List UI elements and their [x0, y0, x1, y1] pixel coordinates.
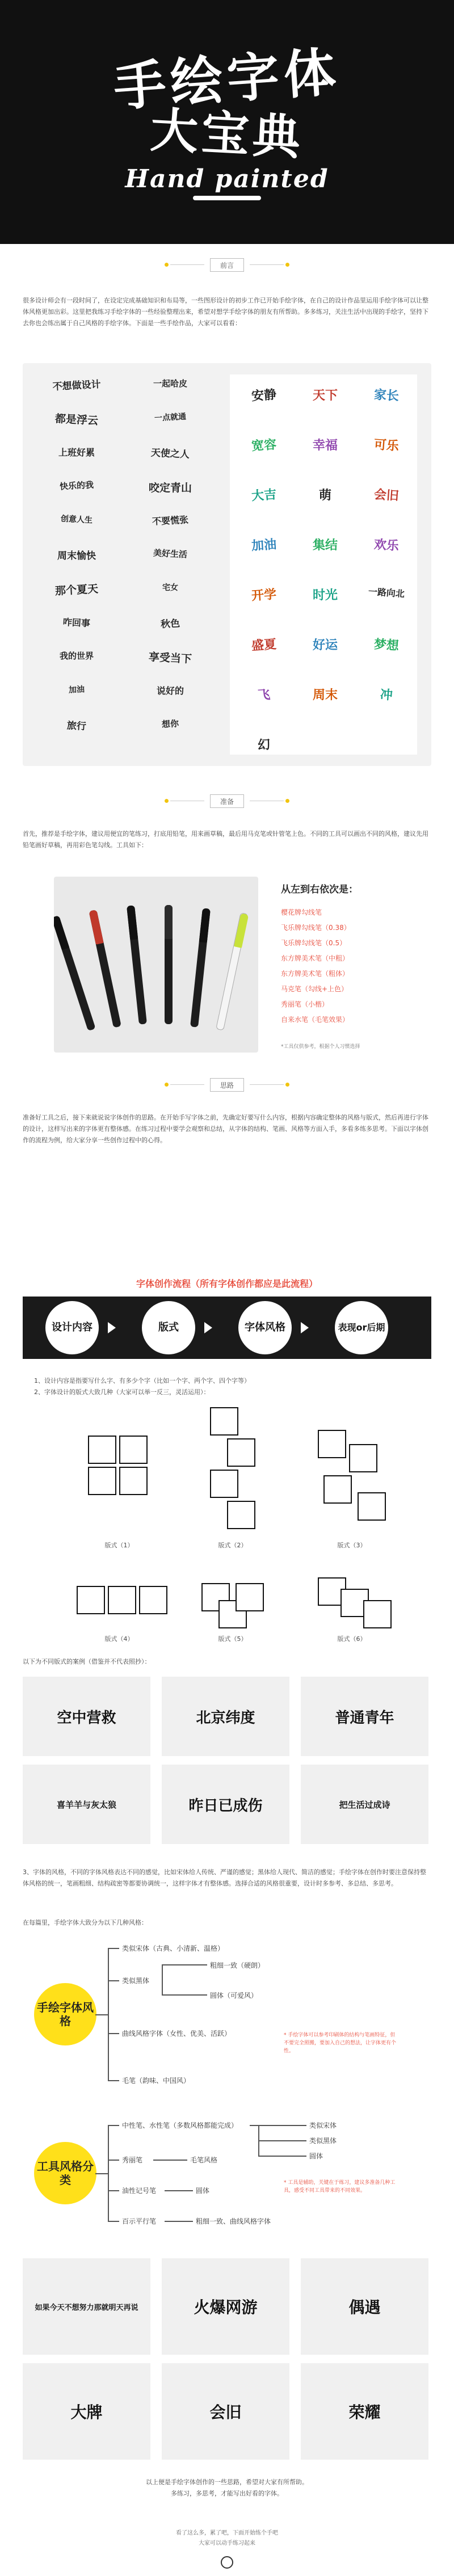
examples-label: 以下为不同版式的案例（借鉴并不代表照抄）： [23, 1658, 151, 1665]
tool-list-item: 东方牌美术笔（粗体） [281, 970, 350, 978]
mindmap-item: 百示平行笔 [122, 2217, 157, 2225]
sample-lettering: 宽容 [251, 437, 277, 454]
divider [170, 264, 204, 265]
example-lettering: 喜羊羊与灰太狼 [56, 1799, 116, 1810]
sample-lettering: 大吉 [251, 487, 277, 504]
sample-lettering: 梦想 [373, 637, 400, 654]
mindmap-item: 毛笔（韵味、中国风） [122, 2077, 191, 2085]
sample-lettering: 美好生活 [153, 548, 188, 560]
bottom-card [162, 2363, 289, 2460]
step-2-text: 2、字体设计的版式大致几种（大家可以举一反三，灵活运用）： [34, 1388, 210, 1396]
bottom-lettering: 大牌 [70, 2403, 103, 2422]
tool-list-item: 飞乐牌勾线笔（0.38） [281, 924, 351, 932]
example-lettering: 北京纬度 [196, 1709, 255, 1727]
layout-caption: 版式（6） [337, 1635, 367, 1643]
sample-lettering: 会旧 [373, 487, 400, 504]
divider [250, 264, 284, 265]
sample-lettering: 可乐 [373, 437, 400, 454]
mindmap-mid-item: 毛笔风格 [190, 2156, 218, 2164]
dot-icon [165, 799, 169, 803]
sample-lettering: 都是浮云 [54, 413, 99, 427]
bottom-lettering: 荣耀 [348, 2403, 381, 2422]
sample-lettering: 周末 [312, 688, 338, 702]
sample-lettering: 冲 [379, 687, 393, 703]
example-lettering: 普通青年 [335, 1709, 394, 1727]
process-step-circle: 设计内容 [45, 1301, 99, 1354]
sample-lettering: 时光 [312, 588, 338, 603]
mindmap-sub-item: 粗细一致（硬朗） [210, 1962, 265, 1969]
sample-lettering: 旅行 [66, 720, 87, 733]
sample-lettering: 一点就通 [154, 412, 187, 423]
example-card [23, 1765, 150, 1844]
section-label: 准备 [210, 794, 244, 808]
sample-lettering: 安静 [251, 387, 277, 404]
tool-list-item: 樱花牌勾线笔 [281, 908, 322, 916]
mindmap-item: 中性笔、水性笔（多数风格都能完成） [122, 2122, 238, 2129]
footer-line: 以上便是手绘字体创作的一些思路，希望对大家有所帮助。 [146, 2478, 308, 2486]
sample-lettering: 飞 [257, 687, 271, 703]
sample-lettering: 秋色 [160, 618, 180, 630]
bottom-lettering: 火爆网游 [194, 2298, 258, 2317]
mindmap-right-item: 类似宋体 [309, 2122, 337, 2129]
dot-icon [285, 1083, 289, 1087]
dot-icon [285, 799, 289, 803]
mindmap-center: 工具风格分类 [34, 2142, 96, 2204]
tools-photo [54, 877, 258, 1053]
example-card [301, 1765, 428, 1844]
section-label: 前言 [210, 258, 244, 272]
mindmap-item: 类似宋体（古典、小清新、温格） [122, 1944, 225, 1952]
section-header-intro [0, 258, 454, 272]
sample-lettering: 享受当下 [148, 651, 192, 666]
sample-lettering: 一路向北 [368, 586, 405, 600]
sample-lettering: 周末愉快 [57, 550, 96, 562]
tools-list [281, 905, 428, 1028]
pen-image [54, 915, 96, 1031]
hero-title-line1: 手绘字体 [111, 41, 343, 118]
sample-lettering: 好运 [312, 638, 338, 653]
layout-caption: 版式（3） [337, 1542, 367, 1549]
bottom-lettering: 偶遇 [348, 2298, 381, 2317]
sample-lettering: 幻 [257, 737, 271, 753]
bottom-lettering: 如果今天不想努力那就明天再说 [35, 2303, 138, 2312]
layout-caption: 版式（2） [218, 1542, 247, 1549]
intro-paragraph: 很多设计师会有一段时间了，在设定完成基础知识和布局等，一些图形设计的初步工作已开始手绘字体，在自己的设计作品里运用手绘字体可以让整体风格更加出彩。这里把我练习手绘字体的一些经验整理出来，希望对想学手绘字体的朋友有所帮助。多多练习，关注生活中出现的手绘字，坚持下去你也会练出属于自己风格的手绘字体。下面是一些手绘作品，大家可以看看： [23, 297, 428, 327]
sample-lettering: 咬定青山 [148, 482, 192, 494]
pen-image [190, 908, 211, 1027]
tool-list-item: 飞乐牌勾线笔（0.5） [281, 939, 347, 947]
smile-icon [221, 2556, 233, 2569]
section-header-practice [0, 1078, 454, 1092]
sample-lettering: 天下 [312, 388, 338, 403]
bottom-card [301, 2258, 428, 2355]
mindmap-mid-item: 圆体 [196, 2187, 210, 2195]
tool-list-item: 秀丽笔（小楷） [281, 1000, 329, 1008]
sample-lettering: 想你 [161, 718, 179, 730]
sample-lettering: 上班好累 [58, 447, 95, 458]
sample-lettering: 天使之人 [150, 447, 190, 461]
tool-list-item: 自来水笔（毛笔效果） [281, 1016, 350, 1024]
pen-image [89, 910, 121, 1028]
example-lettering: 空中营救 [57, 1709, 116, 1727]
mindmap-note: * 手绘字体可以参考印刷体的结构与笔画特征，但不要完全照搬，要加入自己的想法，让字体更有个性。 [284, 2032, 397, 2054]
arrow-right-icon [108, 1322, 116, 1333]
mindmap-item: 类似黑体 [122, 1977, 150, 1985]
sample-lettering: 说好的 [156, 685, 184, 696]
bottom-card [23, 2363, 150, 2460]
sample-lettering: 家长 [373, 387, 400, 404]
bottom-lettering: 会旧 [209, 2403, 242, 2422]
sample-lettering: 不想做设计 [52, 378, 102, 393]
process-step-circle: 表现or后期 [335, 1301, 388, 1354]
tools-paragraph: 首先，推荐是手绘字体，建议用便宜的笔练习，打底用铅笔，用来画草稿，最后用马克笔或针管笔上色。不同的工具可以画出不同的风格，建议先用铅笔画好草稿，再用彩色笔勾线。工具如下： [23, 830, 428, 849]
hero-title-line2: 大宝典 [149, 102, 305, 166]
right-sample-panel [230, 374, 417, 755]
divider [170, 1084, 204, 1085]
sample-lettering: 开学 [251, 587, 277, 604]
sample-lettering: 创意人生 [60, 514, 93, 525]
example-card [162, 1765, 289, 1844]
section-label: 思路 [210, 1078, 244, 1092]
process-step-circle: 字体风格 [238, 1301, 292, 1354]
pen-image [127, 905, 147, 1024]
mindmap-note: * 工具是辅助，关键在于练习，建议多准备几种工具，感受不同工具带来的不同效果。 [284, 2180, 396, 2194]
mindmap-center: 手绘字体风格 [34, 1983, 96, 2045]
sample-lettering: 咋回事 [62, 616, 91, 629]
sample-lettering: 加油 [251, 537, 277, 554]
sample-board [23, 363, 431, 766]
arrow-right-icon [301, 1322, 309, 1333]
tool-list-item: 东方牌美术笔（中粗） [281, 954, 350, 962]
bottom-card [301, 2363, 428, 2460]
arrow-right-icon [204, 1322, 212, 1333]
hero-underline [193, 196, 261, 200]
mindmap-right-item: 类似黑体 [309, 2137, 337, 2145]
mindmap-sub-item: 圆体（可爱风） [210, 1992, 258, 2000]
sample-lettering: 快乐的我 [59, 479, 94, 492]
sample-lettering: 我的世界 [59, 651, 94, 661]
example-card [23, 1677, 150, 1756]
process-title: 字体创作流程（所有字体创作都应是此流程） [136, 1278, 318, 1289]
layout-caption: 版式（1） [104, 1542, 134, 1549]
sample-lettering: 宅女 [162, 583, 178, 592]
mindmap-item: 曲线风格字体（女性、优美、活跃） [122, 2030, 232, 2038]
bottom-card [162, 2258, 289, 2355]
mindmap-item: 油性记号笔 [122, 2187, 157, 2195]
mindmap-right-item: 圆体 [309, 2152, 323, 2160]
footer-line: 大家可以动手练习起来 [199, 2540, 255, 2546]
tool-list-item: 马克笔（勾线+上色） [281, 985, 348, 993]
pen-image [165, 905, 173, 1024]
sample-lettering: 幸福 [312, 438, 338, 453]
layout-caption: 版式（4） [104, 1635, 134, 1643]
layout-caption: 版式（5） [218, 1635, 247, 1643]
dot-icon [165, 1083, 169, 1087]
dot-icon [165, 263, 169, 267]
step-3-text: 3、字体的风格，不同的字体风格表达不同的感觉，比如宋体给人传统、严谨的感觉；黑体给人现代、简洁的感觉；手绘字体在创作时要注意保持整体风格的统一，笔画粗细、结构疏密等都要协调统一，这样字体才有整体感。选择合适的风格很重要，设计时多参考、多总结、多思考。 [23, 1868, 426, 1887]
pen-image [216, 912, 248, 1030]
tools-note: *工具仅供参考，根据个人习惯选择 [281, 1044, 360, 1050]
process-step-circle: 版式 [142, 1301, 195, 1354]
example-card [301, 1677, 428, 1756]
sample-lettering: 不要慌张 [152, 514, 189, 527]
tools-list-title: 从左到右依次是： [281, 884, 358, 895]
mindmap-mid-item: 粗细一致、曲线风格字体 [196, 2217, 271, 2225]
dot-icon [285, 263, 289, 267]
sample-lettering: 萌 [318, 488, 331, 503]
bottom-card [23, 2258, 150, 2355]
hero-subtitle: Hand painted [125, 165, 329, 193]
sample-lettering: 加油 [68, 685, 85, 695]
sample-lettering: 欢乐 [373, 537, 400, 554]
hero-banner [0, 0, 454, 244]
style-note: 在每篇里，手绘字体大致分为以下几种风格： [23, 1919, 148, 1926]
step-1-text: 1、设计内容是指要写什么字、有多少个字（比如一个字、两个字、四个字等） [34, 1377, 250, 1384]
sample-lettering: 集结 [312, 538, 338, 553]
section-header-tools [0, 794, 454, 808]
sample-lettering: 盛夏 [251, 637, 277, 654]
sample-lettering: 一起哈皮 [153, 378, 187, 389]
sample-lettering: 那个夏天 [54, 583, 99, 597]
footer-line: 看了这么多，累了吧，下面开始练个手吧 [176, 2530, 278, 2536]
example-lettering: 昨日已成伤 [188, 1797, 263, 1815]
footer-line: 多练习，多思考，才能写出好看的字体。 [171, 2490, 283, 2497]
practice-paragraph: 准备好工具之后，接下来就说说字体创作的思路。在开始手写字体之前，先确定好要写什么内容，根据内容确定整体的风格与版式，然后再进行字体的设计，这样写出来的字体更有整体感。在练习过程中要学会观察和总结，从字体的结构、笔画、风格等方面入手，多看多练多思考。下面以字体创作的流程为例，给大家分享一些创作过程中的心得。 [23, 1114, 428, 1144]
hero-title [0, 41, 454, 166]
divider [250, 1084, 284, 1085]
example-card [162, 1677, 289, 1756]
mindmap-item: 秀丽笔 [122, 2156, 143, 2164]
example-lettering: 把生活过成诗 [339, 1799, 390, 1810]
